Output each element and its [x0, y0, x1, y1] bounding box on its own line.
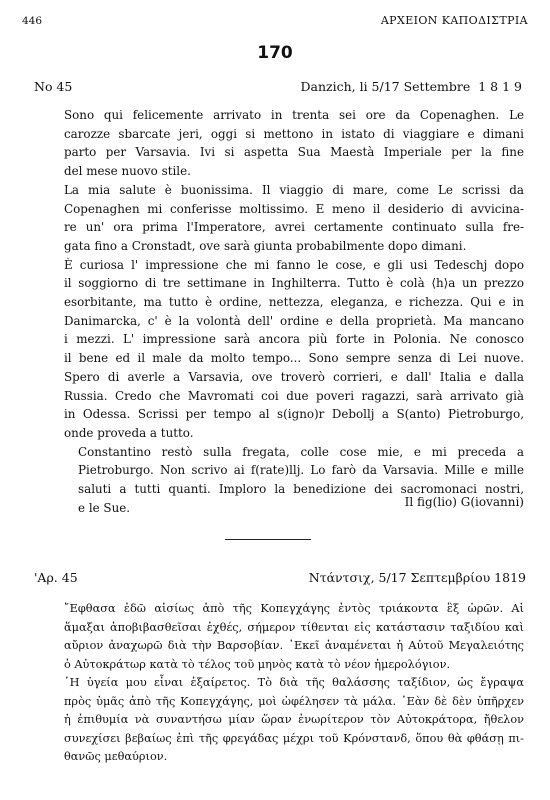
italian-reference: No 45 — [34, 79, 73, 94]
text-line: in Odessa. Scrissi per tempo al s(igno)r Debollj a S(anto) Pietroburgo, — [64, 407, 524, 422]
text-line: Sono qui felicemente arrivato in trenta sei ore da Copenaghen. Le — [64, 108, 524, 122]
text-line: i mezzi. L' impressione sarà ancora più forte in Polonia. Ne conosco — [64, 332, 524, 347]
text-line: Spero di averle a Varsavia, ove troverò corrieri, e dall' Italia e dalla — [64, 369, 524, 384]
italian-paragraph — [52, 256, 524, 443]
text-line: ῎Εφθασα ἐδῶ αἰσίως ἀπὸ τῆς Κοπεγχάγης ἐντὸς τριάκοντα ἓξ ὡρῶν. Αἱ — [64, 602, 524, 615]
running-title: ΑΡΧΕΙΟΝ ΚΑΠΟΔΙΣΤΡΙΑ — [380, 14, 528, 27]
greek-translation-body — [52, 600, 524, 767]
italian-place-date — [300, 79, 526, 94]
text-line: esorbitante, ma tutto è ordine, nettezza, eleganza, e richezza. Qui e in — [64, 295, 524, 310]
text-line: ἅμαξαι ἀποβιβασθεῖσαι ἐχθές, σήμερον τίθενται εἰς κατάστασιν ταξιδίου καὶ — [64, 620, 524, 634]
section-divider — [225, 539, 311, 540]
text-line: θανῶς μεθαύριον. — [64, 750, 168, 763]
text-line: ἡ ἐπιθυμία νὰ συναντήσω μίαν ὥραν ἐνωρίτερον τὸν Αὐτοκράτορα, ἤθελον — [64, 713, 524, 726]
text-line: il soggiorno di tre settimane in Inghilterra. Tutto è colà ⟨h⟩a un prezzo — [64, 276, 524, 291]
italian-letter-heading — [34, 79, 526, 97]
text-line: Danimarcka, c' è la volontà dell' ordine e della proprietà. Ma mancano — [64, 313, 524, 328]
italian-year: 1819 — [478, 79, 526, 94]
text-line: parto per Varsavia. Ivi si aspetta Sua Maestà Imperiale per la fine — [64, 145, 524, 160]
greek-translation-heading — [34, 570, 526, 588]
text-line: onde proveda a tutto. — [64, 425, 194, 440]
page-number: 446 — [22, 15, 43, 27]
text-line: È curiosa l' impressione che mi fanno le cose, e gli usi Tedeschj dopo — [64, 257, 524, 272]
text-line: αὔριον ἀναχωρῶ διὰ τὴν Βαρσοβίαν. ᾿Εκεῖ ἀναμένεται ἡ Αὐτοῦ Μεγαλειότης — [64, 639, 524, 652]
text-line: Constantino restò sulla fregata, colle cose mie, e mi preceda a — [78, 444, 524, 459]
signature: Il fig(lio) G(iovanni) — [404, 495, 524, 509]
text-line: del mese nuovo stile. — [64, 164, 191, 179]
text-line: ῾Η ὑγεία μου εἶναι ἐξαίρετος. Τὸ διὰ τῆς θαλάσσης ταξίδιον, ὡς ἔγραψα — [64, 676, 524, 689]
document-number: 170 — [257, 43, 293, 63]
italian-paragraph — [52, 106, 524, 181]
italian-letter-body — [52, 106, 524, 517]
greek-reference: 'Αρ. 45 — [34, 570, 78, 585]
text-line: gata fino a Cronstadt, ove sarà giunta probabilmente dopo dimani. — [64, 238, 467, 253]
text-line: e le Sue. — [78, 500, 131, 515]
text-line: Copenaghen mi conferisse moltissimo. E meno il desiderio di avvicina- — [64, 201, 524, 216]
italian-paragraph — [52, 181, 524, 256]
running-header — [22, 14, 528, 30]
text-line: re un' ora prima l'Imperatore, avrei certamente continuato sulla fre- — [64, 220, 524, 235]
text-line: πρὸς ὑμᾶς ἀπὸ τῆς Κοπεγχάγης, μοὶ ὠφέλησεν τὰ μάλα. ᾿Εὰν δὲ δὲν ὑπῆρχεν — [64, 694, 524, 708]
greek-paragraph — [52, 600, 524, 674]
text-line: Pietroburgo. Non scrivo ai f(rate)llj. Lo farò da Varsavia. Mille e mille — [78, 463, 524, 478]
text-line: saluti a tutti quanti. Imploro la benedizione dei sacromonaci nostri, — [78, 482, 524, 497]
text-line: συνεχίσει βεβαίως ἐπὶ τῆς φρεγάδας μέχρι τοῦ Κρόνστανδ, ὅπου θὰ φθάσῃ πι- — [64, 731, 524, 745]
text-line: il bene ed il male da molto tempo... Sono sempre senza di Lei nuove. — [64, 351, 524, 366]
greek-paragraph — [52, 674, 524, 767]
greek-place-date: Ντάντσιχ, 5/17 Σεπτεμβρίου 1819 — [308, 570, 526, 585]
text-line: ὁ Αὐτοκράτωρ κατὰ τὸ τέλος τοῦ μηνὸς κατὰ τὸ νέον ἡμερολόγιον. — [64, 657, 451, 671]
italian-place-date-text: Danzich, li 5/17 Settembre — [300, 79, 471, 94]
text-line: Russia. Credo che Mavromati coi due poveri ragazzi, sarà arrivato già — [64, 388, 524, 403]
text-line: La mia salute è buonissima. Il viaggio di mare, come Le scrissi da — [64, 182, 524, 197]
text-line: carozze sbarcate jeri, oggi si mettono in istato di viaggiare e dimani — [64, 126, 524, 141]
